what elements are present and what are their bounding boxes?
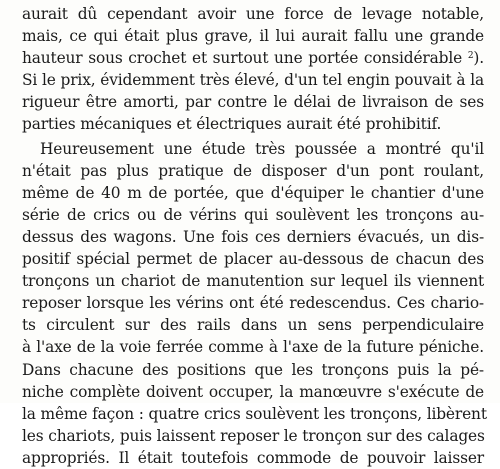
body-text <box>22 3 487 469</box>
text-line: même de 40 m de portée, que d'équiper le chantier d'une <box>22 183 484 202</box>
text-line: tronçons un chariot de manutention sur lequel ils viennent <box>22 272 484 291</box>
text-line: aurait dû cependant avoir une force de levage notable, <box>22 5 484 23</box>
text-line: rigueur être amorti, par contre le délai de livraison de ses <box>22 93 484 112</box>
footnote-closing: ). <box>473 49 484 68</box>
text-line: dessus des wagons. Une fois ces derniers évacués, un dis- <box>22 227 484 246</box>
text-line: Heureusement une étude très poussée a montré qu'il <box>40 139 484 158</box>
text-line: n'était pas plus pratique de disposer d'un pont roulant, <box>22 161 484 180</box>
text-line: ts circulent sur des rails dans un sens perpendiculaire <box>22 316 484 335</box>
text-line: appropriés. Il était toutefois commode de pouvoir laisser <box>22 448 484 467</box>
text-line <box>22 47 484 69</box>
text-line: série de crics ou de vérins qui soulèvent les tronçons au- <box>22 205 484 224</box>
paragraph-1 <box>22 3 484 136</box>
text-line: Si le prix, évidemment très élevé, d'un tel engin pouvait à la <box>22 71 484 90</box>
text-line: à l'axe de la voie ferrée comme à l'axe de la future péniche. <box>22 338 484 357</box>
text-line: reposer lorsque les vérins ont été redescendus. Ces chario- <box>22 294 484 313</box>
text-line: la même façon : quatre crics soulèvent les tronçons, libèrent <box>22 404 487 423</box>
text-line: les chariots, puis laissent reposer le tronçon sur des calages <box>22 426 485 445</box>
footnote-ref: 2 <box>467 51 474 62</box>
text-line: positif spécial permet de placer au-dessous de chacun des <box>22 250 484 269</box>
text-line-content: hauteur sous crochet et surtout une portée considérable <box>22 49 463 68</box>
text-line: Dans chacune des positions que les tronçons puis la pé- <box>22 360 484 379</box>
paragraph-2 <box>22 138 487 469</box>
text-line: mais, ce qui était plus grave, il lui aurait fallu une grande <box>22 27 484 46</box>
text-line: parties mécaniques et électriques aurait été prohibitif. <box>22 115 442 134</box>
text-line: niche complète doivent occuper, la manœuvre s'exécute de <box>22 382 484 401</box>
